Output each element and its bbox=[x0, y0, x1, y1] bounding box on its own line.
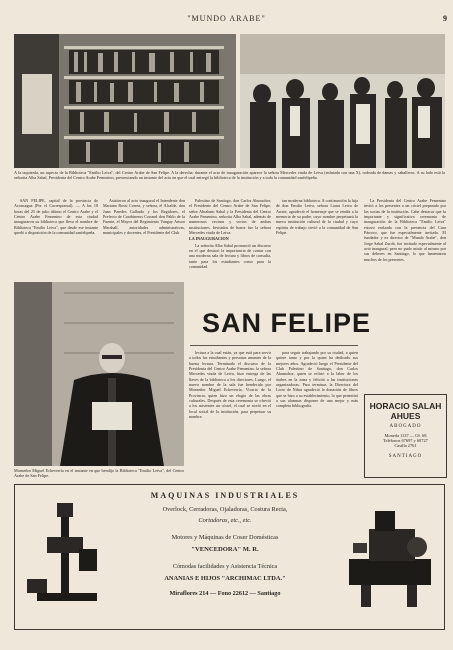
article-column-3c bbox=[276, 350, 358, 474]
ad-line-1: Overlock, Cerradoras, Ojaladoras, Costura Recta, bbox=[162, 506, 288, 513]
ad-line-3: Motores y Máquinas de Coser Domésticas bbox=[171, 534, 279, 541]
lawyer-phones: Teléfonos 67697 y 60727 bbox=[383, 438, 428, 443]
article-column-4 bbox=[276, 198, 358, 306]
article-column-3 bbox=[189, 198, 271, 306]
article-column-2 bbox=[103, 198, 185, 278]
ad-line-5: Cómodas facilidades y Asistencia Técnica bbox=[172, 563, 278, 570]
ad-line-6: ANANIAS E HIJOS "ARCHIMAC LTDA." bbox=[164, 575, 286, 582]
article-column-5 bbox=[364, 198, 446, 388]
article-paragraph: La Presidenta del Centro Arabe Femenino invitó a los presentes a un cóctel preparado por las socias de la institución. Cabe destacar que la importante y significativa ceremonia de inauguración de la Biblioteca "Emilio Leiva" estuvo realzada con la presencia del Cura Párroco, que fue especialmente invitado. El fundador y ex director de "Mundo Arabe", don Jorge Sabal Zurob, fue invitado especialmente al acto inaugural, pero no pudo asistir al mismo por sus deberes en Santiago, lo que lamentaron muchos de los presentes. bbox=[364, 198, 446, 262]
sewing-machine-left-illustration bbox=[23, 497, 111, 615]
library-shelves-photo bbox=[14, 34, 236, 168]
sewing-machine-right-illustration bbox=[341, 499, 437, 613]
top-photo-caption: A la izquierda, un aspecto de la Biblioteca "Emilio Leiva", del Centro Arabe de San Felipe. A la derecha: durante el acto de inauguración aparece la señora Mercedes viuda de Leiva (enlutada con una X), rodeada de damas y caballeros. A su lado está la señorita Alba Sabal, Presidenta del Centro Arabe Femenino, presenciando un instante del acto en que el cual entregó la biblioteca de la institución y a toda la comunidad sanfelipeña. bbox=[14, 170, 445, 181]
article-paragraph: SAN FELIPE, capital de la provincia de Aconcagua (Por el Corresponsal). — A las 18 horas del 25 de julio último el Centro Arabe y el Centro Arabe Femenino de esta ciudad inauguraron su biblioteca que lleva el nombre de Biblioteca "Emilio Leiva", que desde ese instante quedó a disposición de la comunidad sanfelipeña. bbox=[14, 198, 98, 236]
page-header bbox=[0, 14, 453, 28]
page-number: 9 bbox=[443, 14, 447, 23]
ad-text-block bbox=[115, 491, 335, 597]
headline-divider bbox=[190, 345, 358, 346]
article-subheading: LA INAUGURACION bbox=[189, 236, 229, 242]
article-column-2b bbox=[189, 350, 271, 474]
article-column-1 bbox=[14, 198, 98, 278]
ad-line-7: Miraflores 214 — Fono 22612 — Santiago bbox=[169, 590, 281, 597]
monsignor-photo-caption: Monseñor Miguel Echeverría en el instante en que bendijo la Biblioteca "Emilio Leiva", del Centro Arabe de San Felipe. bbox=[14, 468, 184, 479]
lawyer-ad-box bbox=[364, 394, 447, 478]
article-paragraph: tan moderna biblioteca. A continuación la hija de don Emilio Leiva, señora Laura Leiva de Arrate, agradeció el homenaje que se rendía a la memoria de su padre, cuyo nombre perpetuará la nueva institución cultural de la ciudad y cuyo espíritu de trabajo sirvió a la comunidad de San Felipe. bbox=[276, 198, 358, 236]
monsignor-blessing-photo bbox=[14, 282, 184, 466]
ad-title: MAQUINAS INDUSTRIALES bbox=[150, 491, 300, 500]
article-paragraph: lectura a la cual están, ya que está para servir a todos los estudiantes y personas amantes de la buena lectura. Terminado el discurso de la Presidenta del Centro Arabe Femenino, la señora Mercedes viuda de Leiva, hizo entrega de las llaves de la biblioteca a los directores. Luego, el nuevo nombre de la sala fue bendecido por Monseñor Miguel Echeverría, Vicario de la Provincia, quien hizo un elogio de las obras culturales. Después de esta ceremonia se ofreció a los asistentes un cóctel, el cual se sirvió en el local social de la institución, para perpetuar su nombre. bbox=[189, 350, 271, 420]
headline: SAN FELIPE bbox=[202, 308, 372, 338]
lawyer-address: Moneda 1137 — Of. 68 bbox=[384, 433, 427, 438]
ad-line-2: Cortadoras, etc., etc. bbox=[198, 517, 252, 524]
sewing-machines-ad bbox=[14, 484, 445, 630]
header-title: "MUNDO ARABE" bbox=[187, 14, 266, 23]
article-paragraph: para seguir trabajando por su ciudad, a quien quiere tanto y por la quien ha dedicado sus mejores años. Agradeció luego el Presidente del Club Palestino de Santiago, don Carlos Abumohor, quien se refirió a la labor de los árabes en la zona y felicitó a las instituciones organizadoras. Para terminar, la Directora del Liceo de Niñas agradeció la donación de libros que se hizo a su establecimiento, lo que permitirá a sus alumnas disponer de una mejor y más completa bibliografía. bbox=[276, 350, 358, 409]
article-paragraph: Palestino de Santiago, don Carlos Abumohor, el Presidente del Centro Arabe de San Felipe, señor Abraham Sabal y la Presidenta del Centro Arabe Femenino, señorita Alba Sabal, además de numerosos vecinos y socios de ambas instituciones. Invitados de honor fue la señora Mercedes viuda de Leiva. bbox=[189, 198, 271, 236]
ad-line-4: "VENCEDORA" M. R. bbox=[191, 546, 259, 553]
article-paragraph: La señorita Alba Sabal pronunció un discurso en el que destacó la importancia de contar con una moderna sala de lectura y libros de consulta, tanto para los estudiantes como para la comunidad. bbox=[189, 242, 271, 270]
inauguration-crowd-photo bbox=[240, 34, 445, 168]
lawyer-postbox: Casilla 2761 bbox=[394, 443, 417, 448]
lawyer-name: HORACIO SALAH AHUES bbox=[369, 401, 442, 421]
lawyer-profession: ABOGADO bbox=[389, 424, 422, 429]
lawyer-city: SANTIAGO bbox=[388, 454, 423, 459]
article-paragraph: Asistieron al acto inaugural el Intendente don Mariano Rossi Correa, y señora, el Alcalde, don Juan Paredes Gallardo y los Regidores, el Prefecto de Carabineros Coronel don Pablo de la Fuente, el Mayor del Regimiento Yungay Arturo Marshall, autoridades administrativas, municipales y docentes, el Presidente del Club bbox=[103, 198, 185, 236]
